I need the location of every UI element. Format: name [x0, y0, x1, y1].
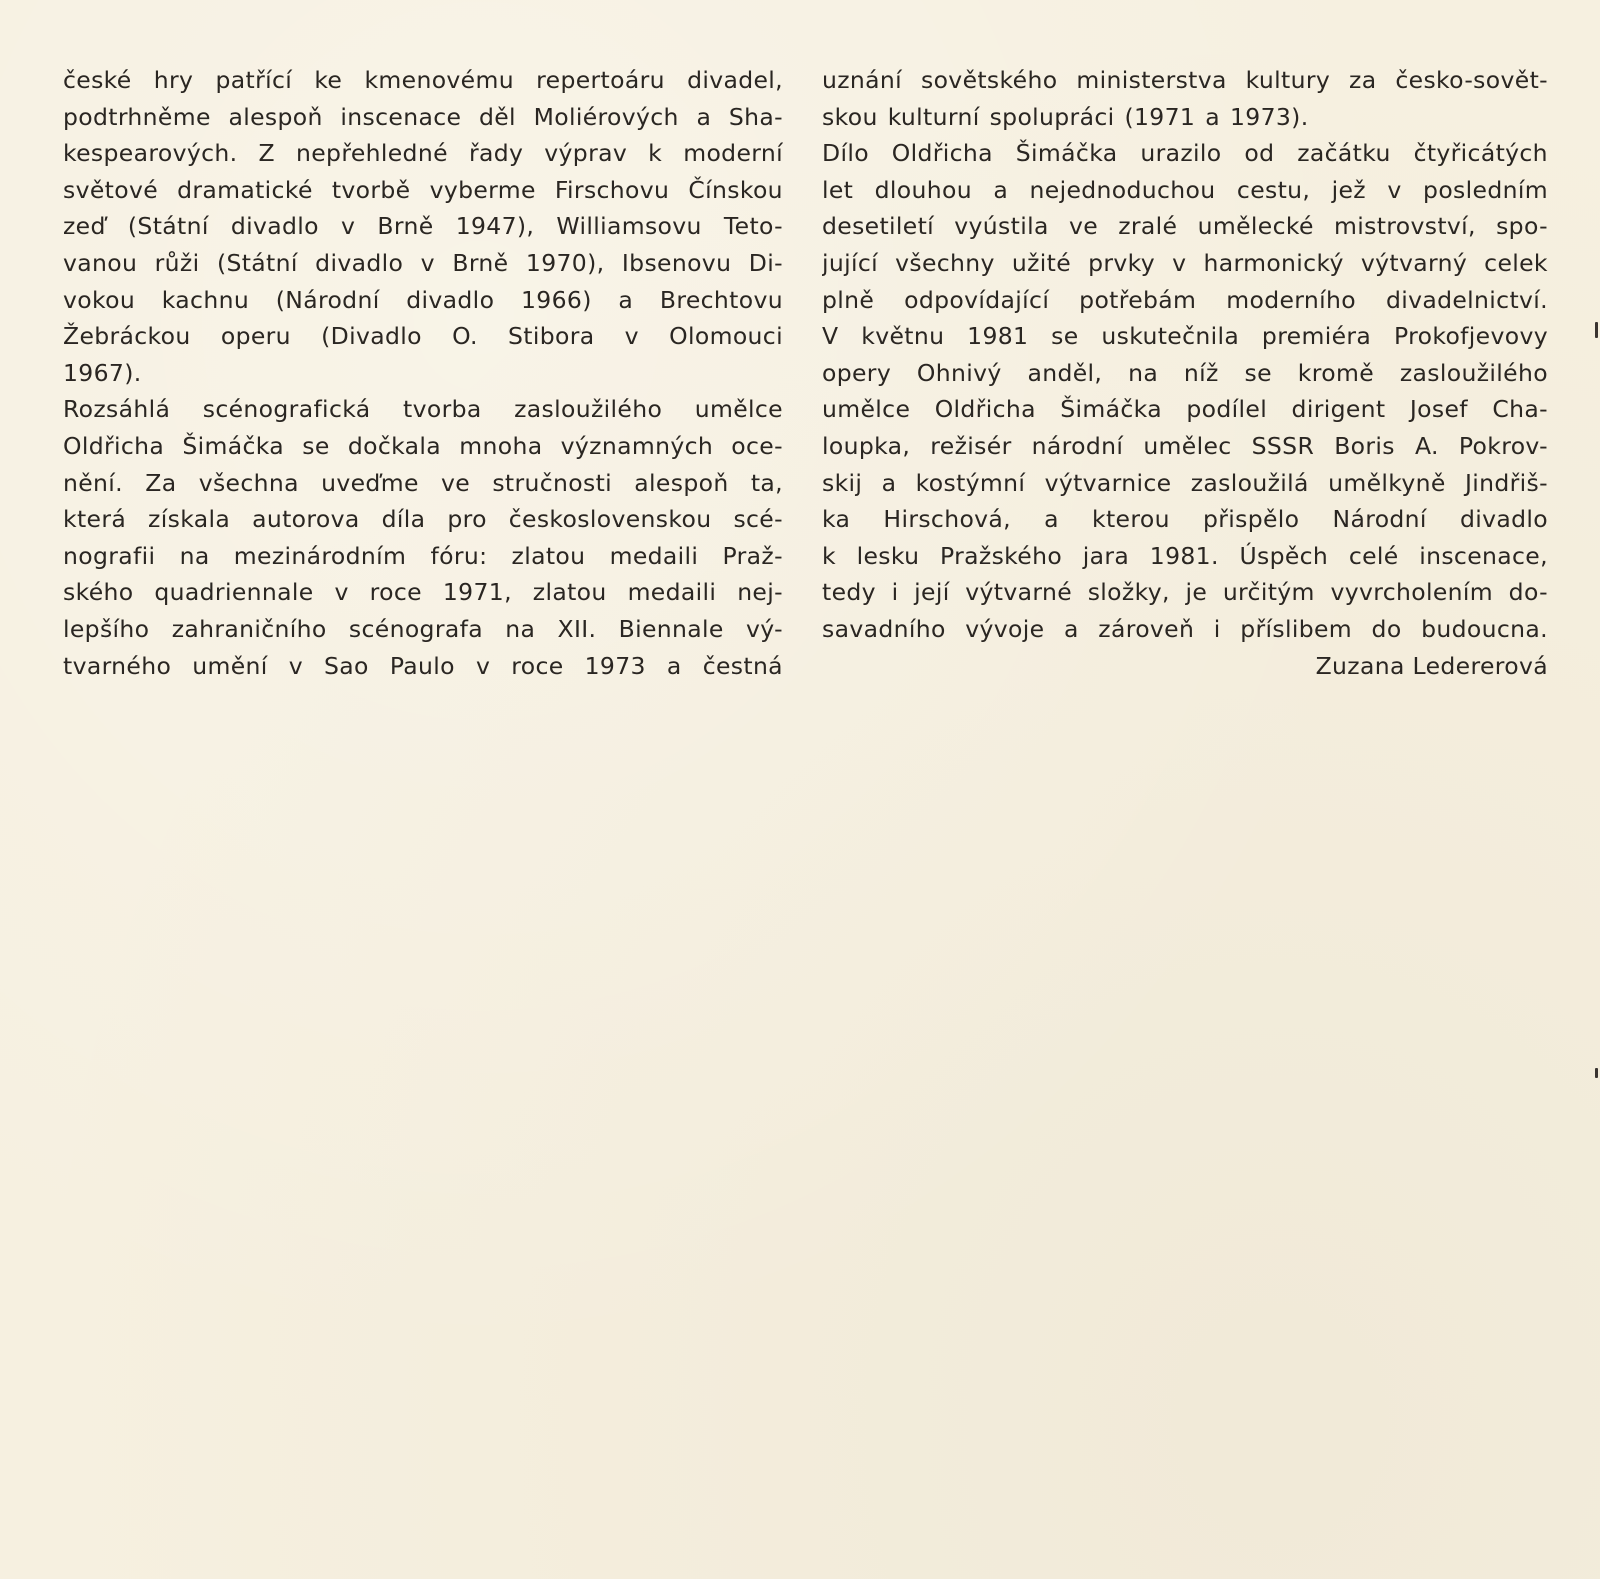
word: zasloužilého	[1399, 358, 1548, 387]
word: medaili	[627, 578, 717, 607]
word: anděl,	[1027, 358, 1103, 387]
word: ministerstva	[1076, 66, 1227, 94]
word: Biennale	[618, 614, 724, 643]
text-line	[63, 172, 783, 209]
word: Josef	[1409, 395, 1468, 424]
word: A.	[1414, 431, 1439, 460]
word: 1966)	[520, 285, 592, 314]
word: zralé	[1118, 212, 1178, 241]
text-line	[63, 99, 783, 136]
author-signature: Zuzana Ledererová	[1315, 651, 1548, 680]
word: Brně	[377, 212, 434, 241]
word: Úspěch	[1239, 541, 1329, 570]
word: Rozsáhlá	[63, 395, 171, 424]
text-line	[63, 208, 783, 245]
text-line	[822, 172, 1548, 209]
word: v	[475, 651, 491, 680]
word: všechny	[895, 248, 995, 277]
word: Firschovu	[554, 175, 670, 204]
word: vyberme	[429, 175, 536, 204]
word: scé-	[733, 505, 783, 534]
word: příslibem	[1240, 614, 1353, 643]
word: mezinárodním	[233, 541, 407, 570]
word: (1971	[1124, 102, 1196, 131]
word: Za	[145, 468, 177, 497]
word: Pokrov-	[1458, 431, 1548, 460]
word: v	[420, 248, 435, 277]
word: pro	[447, 505, 487, 534]
word: a	[1063, 614, 1079, 643]
word: spolupráci	[989, 102, 1115, 131]
text-line	[63, 574, 783, 611]
word: skij	[822, 468, 863, 497]
word: děl	[478, 102, 516, 131]
word: Brně	[452, 248, 509, 277]
word: premiéra	[1261, 322, 1372, 351]
word: Di-	[748, 248, 783, 277]
word: Oldřicha	[934, 395, 1036, 424]
word: která	[63, 505, 127, 534]
word: tvorba	[403, 395, 482, 424]
word: desetiletí	[822, 212, 935, 241]
word: (Národní	[275, 285, 380, 314]
word: celek	[1484, 248, 1548, 277]
right-text-column	[822, 62, 1548, 684]
word: ského	[63, 578, 134, 607]
word: dirigent	[1291, 395, 1386, 424]
word: scénografická	[202, 395, 371, 424]
word: složky,	[1087, 578, 1170, 607]
word: umělec	[1143, 431, 1232, 460]
word: její	[914, 578, 950, 607]
word: (Divadlo	[321, 322, 422, 351]
word: divadlo	[1459, 505, 1548, 534]
word: zahraničního	[171, 614, 327, 643]
word: 1967).	[63, 358, 142, 387]
word: opery	[822, 358, 892, 387]
word: roce	[511, 651, 564, 680]
word: Národní	[1332, 505, 1427, 534]
word: vyvrcholením	[1330, 578, 1493, 607]
word: květnu	[861, 322, 945, 351]
word: Moliérových	[533, 102, 679, 131]
text-line	[63, 428, 783, 465]
word: české	[63, 66, 132, 94]
word: Sha-	[728, 102, 783, 131]
word: tvorbě	[331, 175, 411, 204]
word: ta,	[750, 468, 783, 497]
word: kmenovému	[364, 66, 514, 94]
word: vokou	[63, 285, 136, 314]
word: inscenace,	[1419, 541, 1548, 570]
text-line	[63, 282, 783, 319]
text-line	[822, 208, 1548, 245]
word: Cha-	[1492, 395, 1548, 424]
text-line	[822, 611, 1548, 648]
word: níž	[1183, 358, 1219, 387]
word: scénografa	[348, 614, 483, 643]
word: zlatou	[532, 578, 607, 607]
word: skou	[822, 102, 878, 131]
word: světové	[63, 175, 159, 204]
word: alespoň	[634, 468, 729, 497]
word: jež	[1331, 175, 1366, 204]
word: moderní	[683, 139, 783, 168]
word: a	[666, 651, 682, 680]
word: divadlo	[406, 285, 495, 314]
word: fóru:	[430, 541, 488, 570]
word: potřebám	[1079, 285, 1197, 314]
word: v	[334, 578, 349, 607]
word: Olomouci	[669, 322, 783, 351]
word: se	[302, 431, 330, 460]
word: přispělo	[1202, 505, 1300, 534]
word: odpovídající	[904, 285, 1050, 314]
word: SSSR	[1251, 431, 1315, 460]
word: do	[1371, 614, 1402, 643]
word: urazilo	[1140, 139, 1222, 168]
word: je	[1185, 578, 1208, 607]
word: a	[1044, 505, 1059, 534]
word: Boris	[1334, 431, 1395, 460]
word: (Státní	[216, 248, 298, 277]
word: výtvarný	[1360, 248, 1468, 277]
word: ka	[822, 505, 851, 534]
word: na	[179, 541, 210, 570]
word: v	[341, 212, 356, 241]
word: umění	[192, 651, 268, 680]
word: posledním	[1423, 175, 1548, 204]
word: Ibsenovu	[621, 248, 732, 277]
word: plně	[822, 285, 875, 314]
word: cestu,	[1236, 175, 1311, 204]
word: vý-	[746, 614, 783, 643]
word: moderního	[1226, 285, 1356, 314]
word: medaili	[609, 541, 699, 570]
word: inscenace	[340, 102, 462, 131]
word: kromě	[1297, 358, 1375, 387]
word: a	[696, 102, 712, 131]
word: ve	[1068, 212, 1099, 241]
word: Praž-	[722, 541, 783, 570]
word: za	[1349, 66, 1377, 94]
right-column-body	[822, 62, 1548, 648]
word: Žebráckou	[63, 322, 191, 351]
word: umělce	[694, 395, 783, 424]
word: kespearových.	[63, 139, 238, 168]
text-line	[822, 465, 1548, 502]
text-line	[63, 318, 783, 355]
word: a	[993, 175, 1009, 204]
text-line	[63, 611, 783, 648]
word: autorova	[252, 505, 360, 534]
word: kachnu	[161, 285, 250, 314]
word: podtrhněme	[63, 102, 211, 131]
word: dramatické	[177, 175, 313, 204]
word: se	[1244, 358, 1272, 387]
word: 1981	[967, 322, 1029, 351]
word: a	[1205, 102, 1220, 131]
word: a	[881, 468, 897, 497]
word: podílel	[1186, 395, 1268, 424]
word: loupka,	[822, 431, 911, 460]
word: v	[624, 322, 639, 351]
text-line	[822, 501, 1548, 538]
word: užité	[1011, 248, 1072, 277]
word: O.	[452, 322, 478, 351]
text-line	[63, 538, 783, 575]
word: stručnosti	[492, 468, 613, 497]
text-line	[822, 355, 1548, 392]
text-line	[63, 391, 783, 428]
word: alespoň	[228, 102, 323, 131]
word: Čínskou	[688, 175, 783, 204]
word: i	[1213, 614, 1221, 643]
text-line	[822, 282, 1548, 319]
word: repertoáru	[536, 66, 665, 94]
text-line	[63, 355, 783, 392]
word: režisér	[930, 431, 1012, 460]
word: umělkyně	[1328, 468, 1446, 497]
word: Dílo	[822, 139, 869, 168]
text-line	[63, 648, 783, 685]
word: Paulo	[389, 651, 455, 680]
word: roce	[369, 578, 422, 607]
word: oce-	[731, 431, 783, 460]
word: v	[1172, 248, 1187, 277]
text-line	[822, 62, 1548, 99]
word: prvky	[1088, 248, 1156, 277]
word: uveďme	[321, 468, 419, 497]
word: 1970),	[525, 248, 605, 277]
word: začátku	[1297, 139, 1391, 168]
edge-mark	[1595, 1068, 1598, 1078]
word: divadlo	[315, 248, 404, 277]
word: nění.	[63, 468, 123, 497]
word: Sao	[324, 651, 369, 680]
word: zlatou	[511, 541, 586, 570]
word: spo-	[1496, 212, 1548, 241]
word: významných	[560, 431, 714, 460]
word: umělce	[822, 395, 911, 424]
word: od	[1244, 139, 1275, 168]
word: kterou	[1092, 505, 1170, 534]
text-line	[822, 245, 1548, 282]
edge-mark	[1595, 322, 1598, 338]
word: Stibora	[507, 322, 595, 351]
word: v	[1387, 175, 1402, 204]
word: V	[822, 322, 839, 351]
word: sovětského	[920, 66, 1058, 94]
word: nepřehledné	[296, 139, 448, 168]
word: lesku	[856, 541, 920, 570]
word: Pražského	[940, 541, 1063, 570]
word: 1973).	[1229, 102, 1309, 131]
word: Šimáčka	[1060, 395, 1162, 424]
word: na	[505, 614, 536, 643]
word: mnoha	[459, 431, 543, 460]
word: československou	[508, 505, 712, 534]
word: operu	[220, 322, 291, 351]
word: zeď	[63, 212, 106, 241]
text-line	[822, 391, 1548, 428]
text-line	[63, 135, 783, 172]
word: na	[1128, 358, 1159, 387]
word: i	[891, 578, 899, 607]
word: Brechtovu	[659, 285, 783, 314]
word: XII.	[557, 614, 597, 643]
word: 1947),	[455, 212, 535, 241]
word: Prokofjevovy	[1394, 322, 1548, 351]
word: vanou	[63, 248, 138, 277]
word: Teto-	[723, 212, 783, 241]
word: ve	[441, 468, 471, 497]
word: celé	[1348, 541, 1399, 570]
word: zasloužilého	[514, 395, 663, 424]
word: divadlo	[230, 212, 319, 241]
word: 1981.	[1149, 541, 1219, 570]
text-line	[822, 135, 1548, 172]
word: hry	[153, 66, 194, 94]
word: jující	[822, 248, 879, 277]
word: lepšího	[63, 614, 150, 643]
word: kulturní	[887, 102, 980, 131]
word: výtvarnice	[1044, 468, 1172, 497]
word: dlouhou	[874, 175, 972, 204]
word: tvarného	[63, 651, 172, 680]
word: let	[822, 175, 854, 204]
word: díla	[381, 505, 426, 534]
word: národní	[1031, 431, 1124, 460]
word: tedy	[822, 578, 876, 607]
word: v	[288, 651, 303, 680]
text-line	[63, 245, 783, 282]
word: dočkala	[347, 431, 442, 460]
word: patřící	[215, 66, 293, 94]
word: Oldřicha	[63, 431, 165, 460]
word: 1973	[584, 651, 646, 680]
text-line	[822, 99, 1548, 136]
word: jara	[1082, 541, 1130, 570]
word: získala	[148, 505, 231, 534]
word: Šimáčka	[182, 431, 285, 460]
word: vyústila	[954, 212, 1049, 241]
word: Ohnivý	[916, 358, 1002, 387]
word: a	[618, 285, 634, 314]
text-line	[63, 501, 783, 538]
word: nej-	[737, 578, 783, 607]
text-line	[822, 538, 1548, 575]
word: budoucna.	[1421, 614, 1548, 643]
author-signature-line	[822, 648, 1548, 685]
word: nejednoduchou	[1029, 175, 1216, 204]
word: Hirschová,	[883, 505, 1011, 534]
word: výtvarné	[965, 578, 1073, 607]
word: harmonický	[1203, 248, 1344, 277]
text-line	[63, 62, 783, 99]
word: Z	[258, 139, 275, 168]
word: růži	[154, 248, 200, 277]
word: nografii	[63, 541, 156, 570]
word: Šimáčka	[1015, 139, 1118, 168]
word: Jindřiš-	[1464, 468, 1548, 497]
text-line	[822, 574, 1548, 611]
word: divadel,	[687, 66, 783, 94]
word: ke	[314, 66, 343, 94]
word: zároveň	[1098, 614, 1195, 643]
word: výprav	[544, 139, 628, 168]
word: uskutečnila	[1101, 322, 1240, 351]
word: všechna	[198, 468, 299, 497]
text-line	[822, 318, 1548, 355]
word: Williamsovu	[556, 212, 702, 241]
left-text-column	[63, 62, 783, 684]
word: umělecké	[1197, 212, 1314, 241]
word: řady	[468, 139, 524, 168]
word: uznání	[822, 66, 903, 94]
word: k	[822, 541, 836, 570]
word: divadelnictví.	[1385, 285, 1548, 314]
word: určitým	[1222, 578, 1315, 607]
word: zasloužilá	[1190, 468, 1309, 497]
word: Oldřicha	[891, 139, 993, 168]
word: k	[648, 139, 663, 168]
word: vývoje	[965, 614, 1045, 643]
text-line	[822, 428, 1548, 465]
word: (Státní	[127, 212, 209, 241]
word: čtyřicátých	[1413, 139, 1548, 168]
word: mistrovství,	[1334, 212, 1476, 241]
word: se	[1051, 322, 1079, 351]
word: kultury	[1245, 66, 1331, 94]
text-line	[63, 465, 783, 502]
word: quadriennale	[154, 578, 314, 607]
word: do-	[1508, 578, 1548, 607]
word: kostýmní	[915, 468, 1026, 497]
word: savadního	[822, 614, 946, 643]
word: 1971,	[442, 578, 512, 607]
word: čestná	[702, 651, 783, 680]
word: česko-sovět-	[1395, 66, 1548, 94]
